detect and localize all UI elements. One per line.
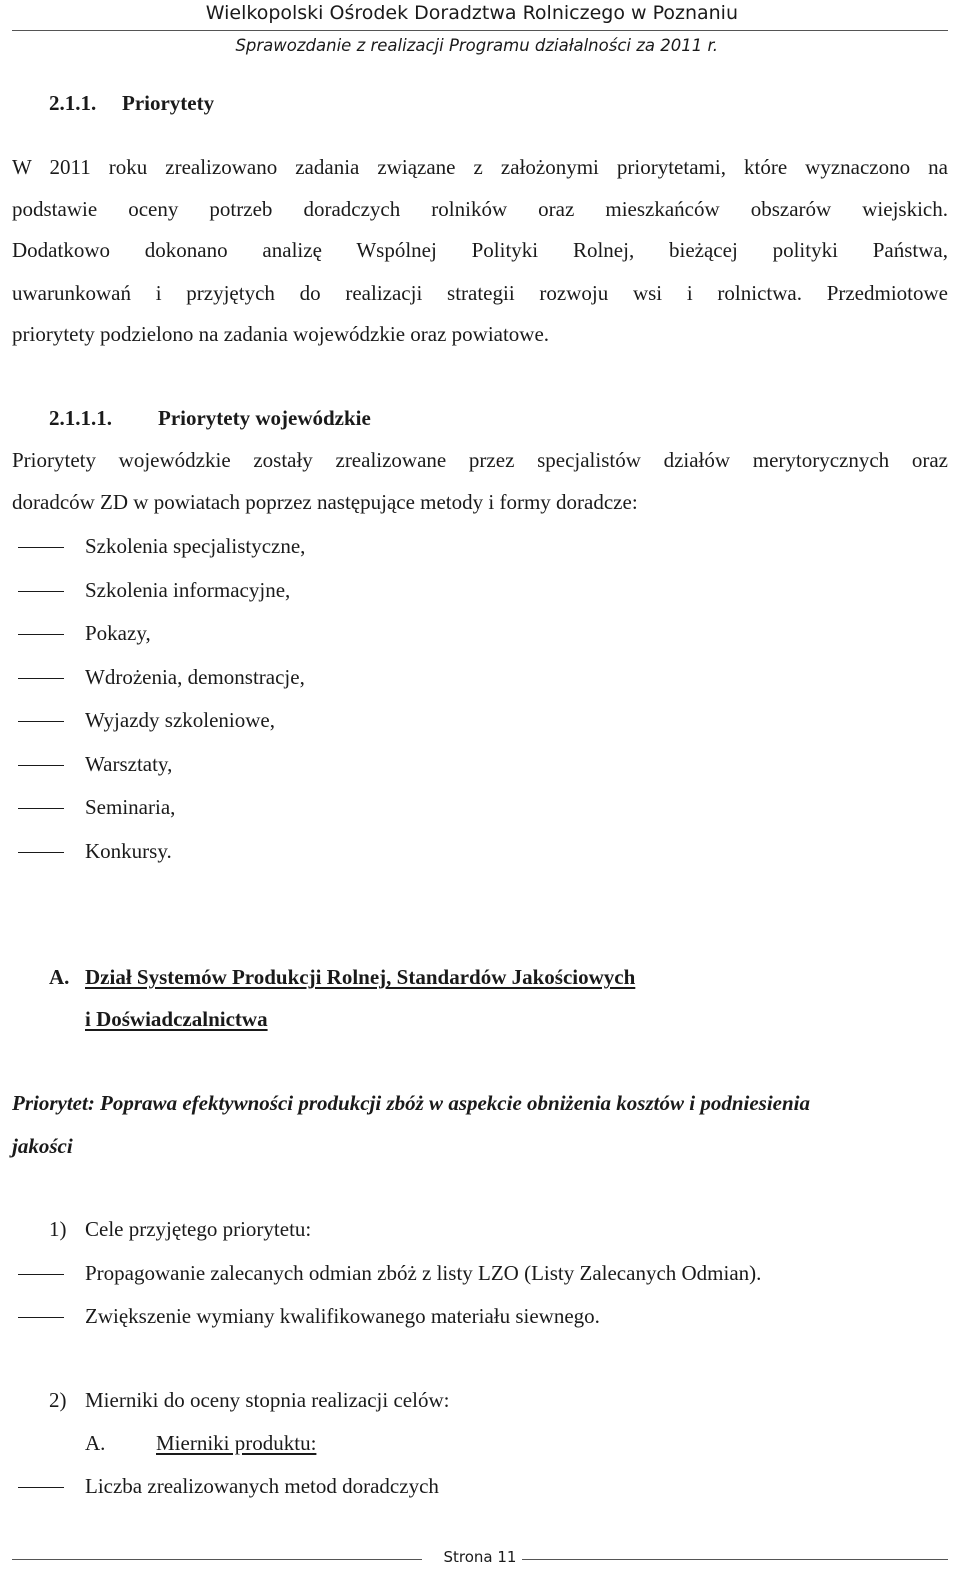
measures-sub-letter: A.: [85, 1431, 106, 1455]
department-letter: A.: [49, 965, 70, 989]
section-paragraph-line: W 2011 roku zrealizowano zadania związane z założonymi priorytetami, które wyznaczono na: [12, 155, 948, 179]
list-dash: [18, 765, 64, 766]
list-dash: [18, 1487, 64, 1488]
department-title-line2: i Doświadczalnictwa: [85, 1007, 268, 1031]
priority-line: Priorytet: Poprawa efektywności produkcji zbóż w aspekcie obniżenia kosztów i podniesienia: [12, 1091, 810, 1115]
section-paragraph-line: uwarunkowań i przyjętych do realizacji strategii rozwoju wsi i rolnictwa. Przedmiotowe: [12, 281, 948, 305]
list-dash: [18, 721, 64, 722]
subsection-paragraph-line: Priorytety wojewódzkie zostały zrealizowane przez specjalistów działów merytorycznych oraz: [12, 448, 948, 472]
method-item: Szkolenia informacyjne,: [85, 578, 291, 602]
header-divider: [12, 30, 948, 31]
goals-number: 1): [49, 1217, 67, 1241]
list-dash: [18, 852, 64, 853]
department-title-line1: Dział Systemów Produkcji Rolnej, Standardów Jakościowych: [85, 965, 636, 989]
priority-line: jakości: [12, 1134, 73, 1158]
section-paragraph-line: priorytety podzielono na zadania wojewódzkie oraz powiatowe.: [12, 322, 550, 346]
list-dash: [18, 634, 64, 635]
header-report-title: Sprawozdanie z realizacji Programu działalności za 2011 r.: [235, 36, 718, 55]
measures-sub-heading: Mierniki produktu:: [156, 1431, 317, 1455]
method-item: Konkursy.: [85, 839, 172, 863]
subsection-title: Priorytety wojewódzkie: [158, 406, 371, 430]
measure-item: Liczba zrealizowanych metod doradczych: [85, 1474, 439, 1498]
subsection-paragraph-line: doradców ZD w powiatach poprzez następujące metody i formy doradcze:: [12, 490, 638, 514]
method-item: Warsztaty,: [85, 752, 173, 776]
measures-number: 2): [49, 1388, 67, 1412]
method-item: Pokazy,: [85, 621, 151, 645]
page-number: Strona 11: [443, 1548, 517, 1566]
subsection-number: 2.1.1.1.: [49, 406, 112, 430]
header-organization: Wielkopolski Ośrodek Doradztwa Rolniczego w Poznaniu: [205, 2, 738, 24]
measures-heading: Mierniki do oceny stopnia realizacji celów:: [85, 1388, 450, 1412]
method-item: Wdrożenia, demonstracje,: [85, 665, 305, 689]
section-title: Priorytety: [122, 91, 215, 115]
method-item: Szkolenia specjalistyczne,: [85, 534, 306, 558]
section-number: 2.1.1.: [49, 91, 97, 115]
method-item: Wyjazdy szkoleniowe,: [85, 708, 276, 732]
goal-item: Propagowanie zalecanych odmian zbóż z listy LZO (Listy Zalecanych Odmian).: [85, 1261, 762, 1285]
method-item: Seminaria,: [85, 795, 176, 819]
list-dash: [18, 591, 64, 592]
list-dash: [18, 808, 64, 809]
section-paragraph-line: podstawie oceny potrzeb doradczych rolników oraz mieszkańców obszarów wiejskich.: [12, 197, 948, 221]
list-dash: [18, 1317, 64, 1318]
list-dash: [18, 547, 64, 548]
list-dash: [18, 1274, 64, 1275]
goals-heading: Cele przyjętego priorytetu:: [85, 1217, 312, 1241]
goal-item: Zwiększenie wymiany kwalifikowanego materiału siewnego.: [85, 1304, 600, 1328]
section-paragraph-line: Dodatkowo dokonano analizę Wspólnej Polityki Rolnej, bieżącej polityki Państwa,: [12, 238, 948, 262]
list-dash: [18, 678, 64, 679]
